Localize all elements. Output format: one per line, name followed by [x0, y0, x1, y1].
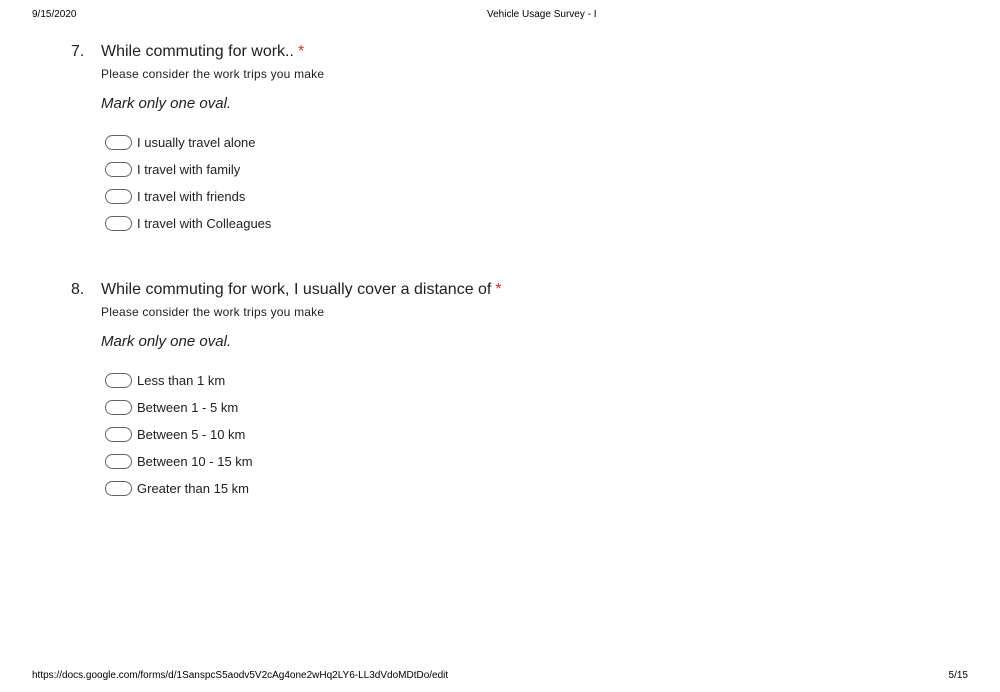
question-instruction: Mark only one oval. [101, 333, 232, 350]
option-label: Between 1 - 5 km [137, 400, 239, 415]
option-1-to-5km[interactable] [105, 394, 253, 421]
question-number: 7. [71, 43, 85, 60]
option-less-than-1km[interactable] [105, 367, 253, 394]
question-help-text: Please consider the work trips you make [101, 67, 325, 81]
required-asterisk: * [495, 281, 502, 298]
question-title [101, 281, 502, 299]
document-title: Vehicle Usage Survey - I [487, 9, 597, 20]
option-5-to-10km[interactable] [105, 421, 253, 448]
print-header [0, 9, 1000, 23]
radio-oval[interactable] [105, 400, 132, 415]
radio-oval[interactable] [105, 135, 132, 150]
radio-oval[interactable] [105, 481, 132, 496]
option-label: Greater than 15 km [137, 481, 249, 496]
option-label: Between 10 - 15 km [137, 454, 253, 469]
option-travel-alone[interactable] [105, 129, 271, 156]
option-travel-friends[interactable] [105, 183, 271, 210]
option-greater-than-15km[interactable] [105, 475, 253, 502]
print-date: 9/15/2020 [32, 9, 77, 20]
question-instruction: Mark only one oval. [101, 95, 232, 112]
radio-oval[interactable] [105, 373, 132, 388]
question-title [101, 43, 304, 61]
option-label: Less than 1 km [137, 373, 226, 388]
page-number: 5/15 [948, 670, 968, 681]
option-list [105, 129, 271, 237]
question-title-text: While commuting for work.. [101, 43, 294, 60]
question-number: 8. [71, 281, 85, 298]
option-label: I travel with friends [137, 189, 246, 204]
radio-oval[interactable] [105, 454, 132, 469]
print-footer [0, 670, 1000, 684]
option-list [105, 367, 253, 502]
question-title-text: While commuting for work, I usually cover a distance of [101, 281, 492, 298]
option-10-to-15km[interactable] [105, 448, 253, 475]
option-label: I travel with Colleagues [137, 216, 272, 231]
required-asterisk: * [297, 43, 305, 60]
question-help-text: Please consider the work trips you make [101, 305, 325, 319]
option-travel-colleagues[interactable] [105, 210, 271, 237]
option-travel-family[interactable] [105, 156, 271, 183]
radio-oval[interactable] [105, 162, 132, 177]
option-label: Between 5 - 10 km [137, 427, 246, 442]
option-label: I travel with family [137, 162, 241, 177]
page-url: https://docs.google.com/forms/d/1SanspcS5aodv5V2cAg4one2wHq2LY6-LL3dVdoMDtDo/edit [32, 670, 449, 681]
radio-oval[interactable] [105, 427, 132, 442]
radio-oval[interactable] [105, 216, 132, 231]
option-label: I usually travel alone [137, 135, 256, 150]
radio-oval[interactable] [105, 189, 132, 204]
